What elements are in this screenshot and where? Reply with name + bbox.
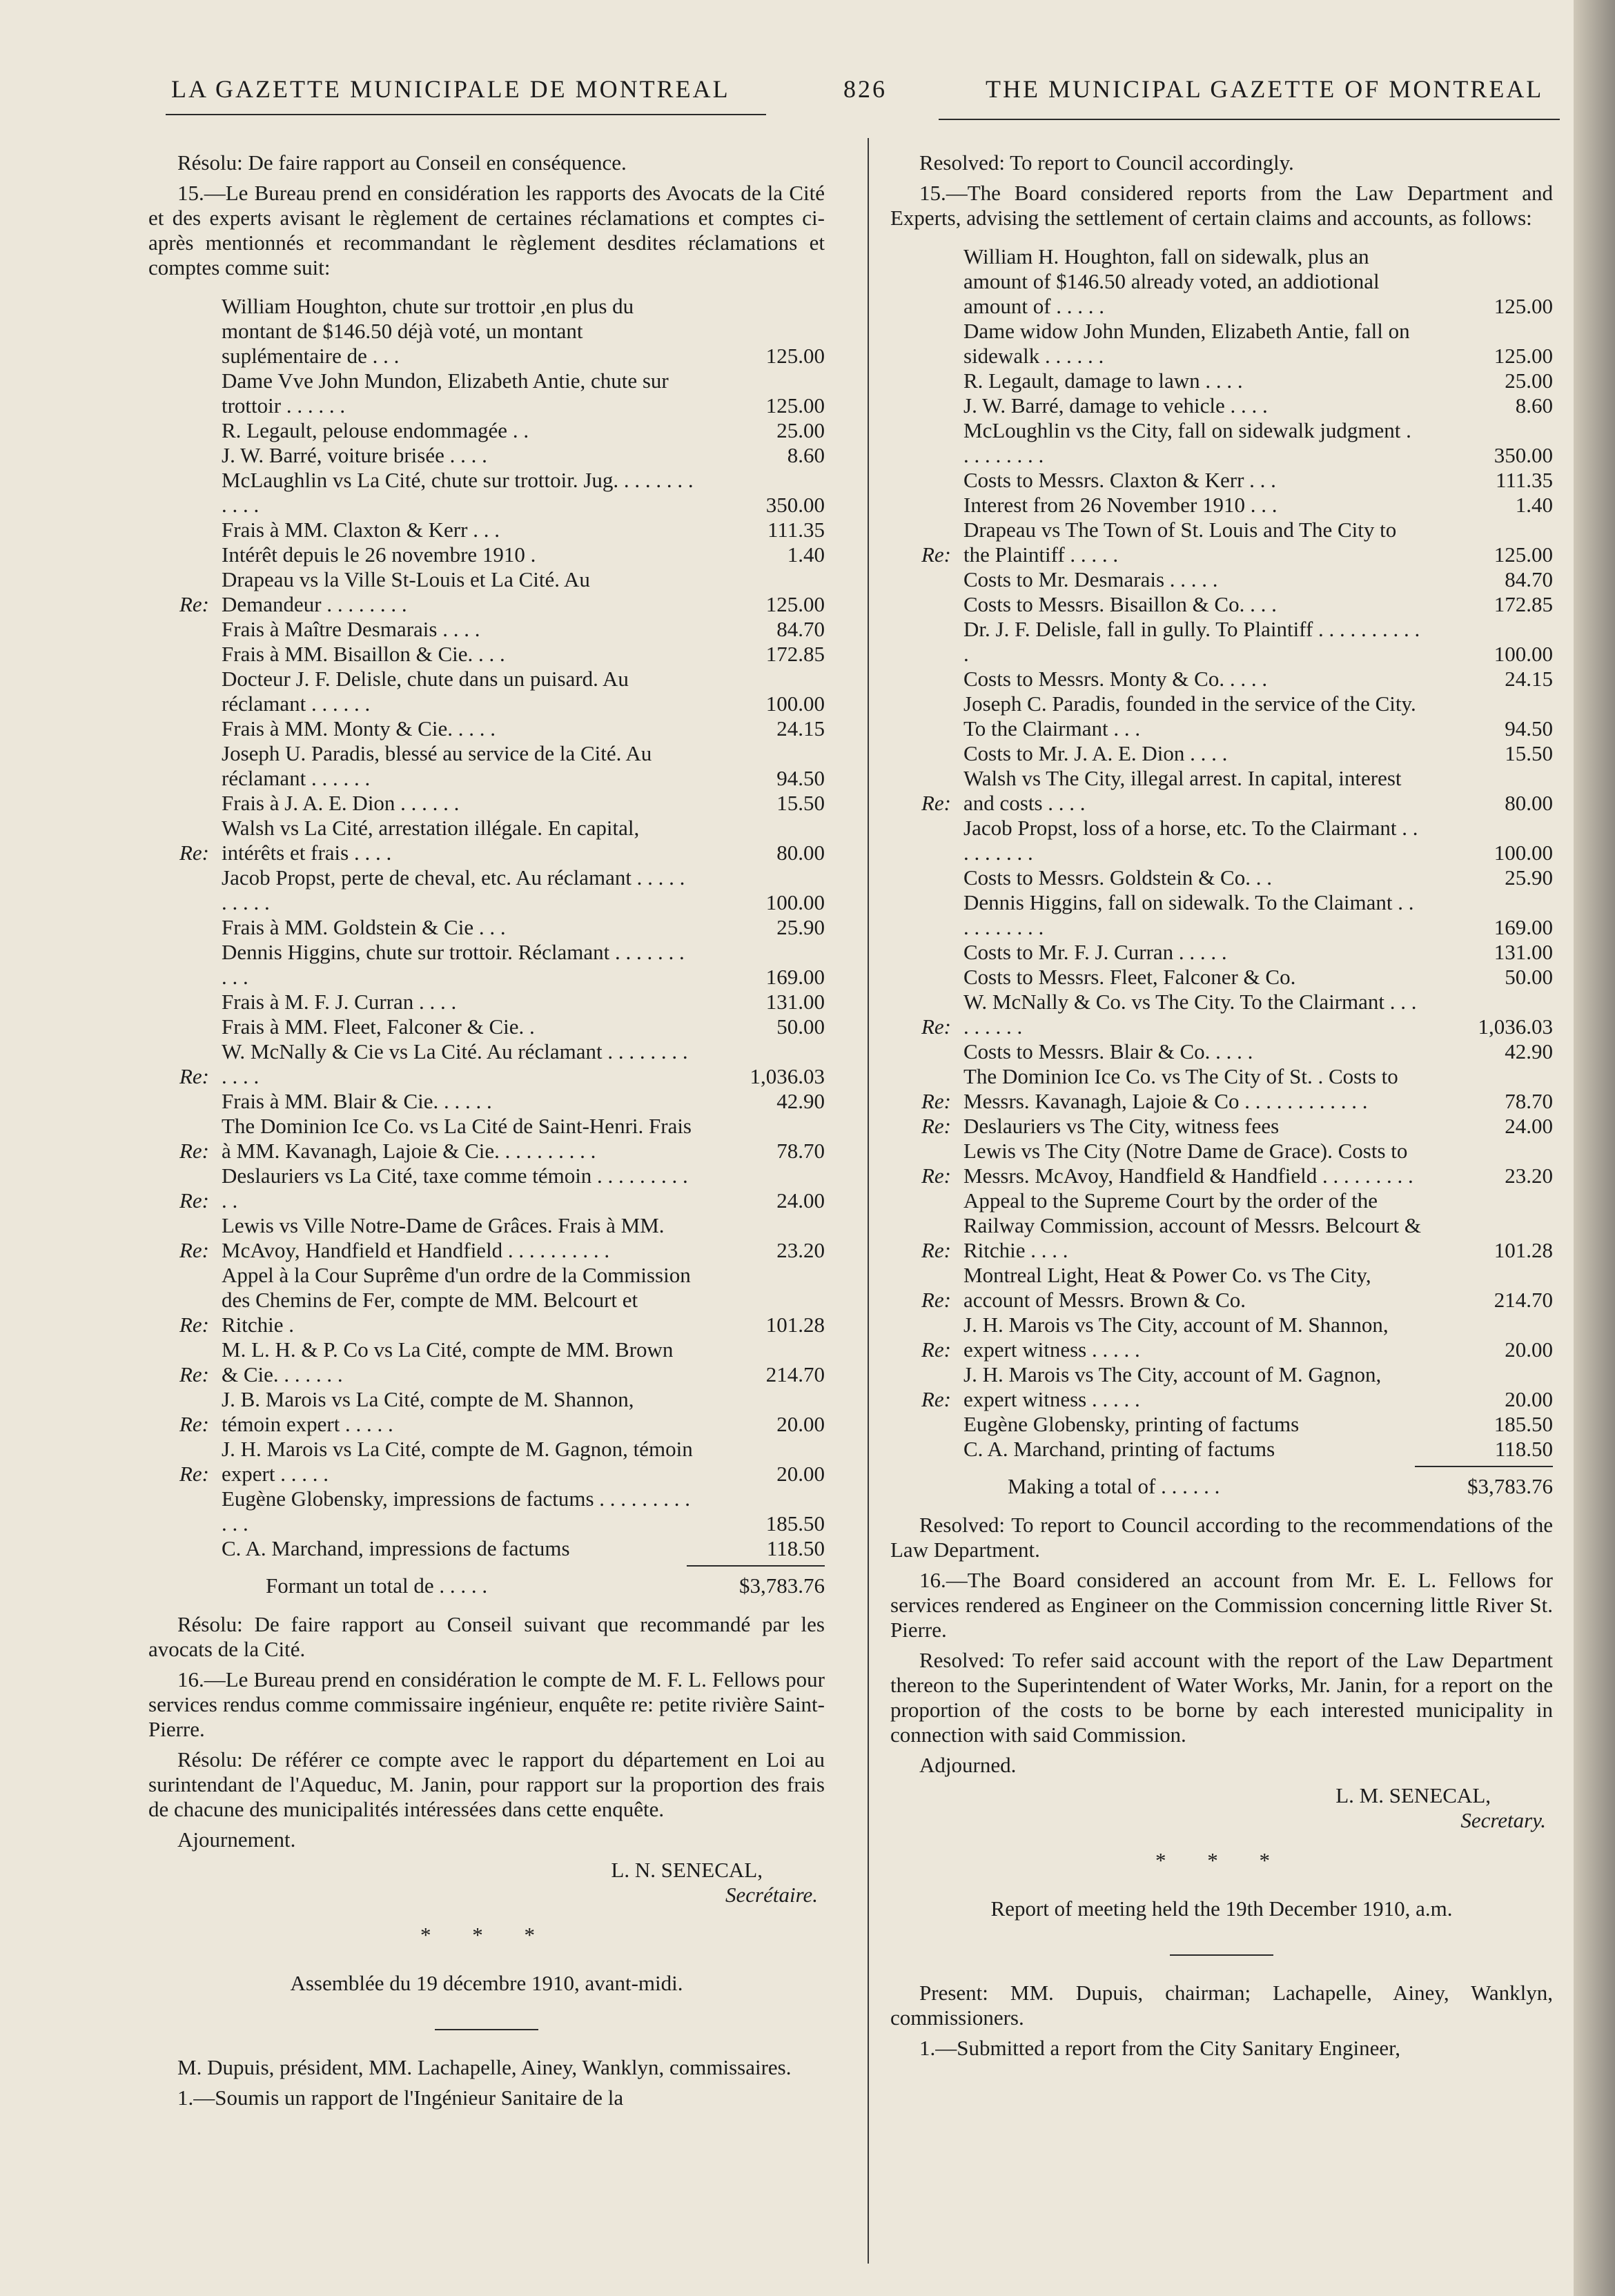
claim-amount: 23.20 bbox=[1505, 1164, 1553, 1188]
claim-description: Docteur J. F. Delisle, chute dans un puisard. Au réclamant . . . . . . bbox=[222, 667, 629, 716]
claim-amount: 84.70 bbox=[1505, 567, 1553, 591]
claim-amount: 20.00 bbox=[1505, 1337, 1553, 1362]
claim-entry bbox=[148, 1263, 825, 1337]
header-rule-right bbox=[939, 119, 1560, 120]
claim-entry bbox=[890, 518, 1553, 567]
claim-amount: 42.90 bbox=[776, 1089, 825, 1113]
claim-description: McLoughlin vs the City, fall on sidewalk judgment . . . . . . . . . bbox=[963, 418, 1411, 467]
claim-description: Deslauriers vs The City, witness fees bbox=[963, 1114, 1280, 1138]
claim-re-label: Re: bbox=[921, 1014, 951, 1039]
fr-claims-list bbox=[148, 294, 825, 1561]
claim-description: Frais à MM. Goldstein & Cie . . . bbox=[222, 915, 506, 939]
english-column bbox=[890, 150, 1553, 2066]
claim-re-label: Re: bbox=[179, 592, 209, 616]
claim-entry bbox=[148, 1114, 825, 1164]
claim-entry bbox=[890, 567, 1553, 592]
claim-amount: 24.00 bbox=[1505, 1114, 1553, 1138]
claim-amount: 118.50 bbox=[1494, 1437, 1553, 1461]
fr-resolved-3: Résolu: De référer ce compte avec le rapport du département en Loi au surintendant de l'Aqueduc, M. Janin, pour rapport sur la proportion des frais de chacune des municipalités intéressées dans cette enquête. bbox=[148, 1747, 825, 1821]
claim-description: Lewis vs Ville Notre-Dame de Grâces. Frais à MM. McAvoy, Handfield et Handfield . . . . . . . . . . bbox=[222, 1213, 665, 1262]
claim-entry bbox=[890, 468, 1553, 493]
claim-entry bbox=[148, 1039, 825, 1089]
claim-amount: 100.00 bbox=[1494, 841, 1553, 865]
fr-item-1: 1.—Soumis un rapport de l'Ingénieur Sanitaire de la bbox=[177, 2086, 624, 2110]
claim-amount: 8.60 bbox=[1515, 393, 1553, 418]
claim-amount: 101.28 bbox=[1494, 1238, 1553, 1262]
claim-description: C. A. Marchand, impressions de factums bbox=[222, 1536, 570, 1560]
claim-entry bbox=[148, 915, 825, 940]
claim-amount: 94.50 bbox=[776, 766, 825, 790]
claim-entry bbox=[890, 1263, 1553, 1313]
claim-amount: 101.28 bbox=[765, 1313, 825, 1337]
claim-entry bbox=[148, 1014, 825, 1039]
claim-amount: 100.00 bbox=[765, 890, 825, 914]
claim-description: J. H. Marois vs La Cité, compte de M. Gagnon, témoin expert . . . . . bbox=[222, 1437, 693, 1486]
fr-total-label: Formant un total de . . . . . bbox=[266, 1573, 488, 1598]
header-rule-left bbox=[166, 114, 766, 115]
claim-entry bbox=[890, 1139, 1553, 1188]
claim-re-label: Re: bbox=[179, 1139, 209, 1163]
claim-entry bbox=[890, 965, 1553, 990]
fr-total-row bbox=[148, 1573, 825, 1598]
claim-re-label: Re: bbox=[921, 1238, 951, 1262]
claim-entry bbox=[148, 940, 825, 990]
claim-entry bbox=[148, 1486, 825, 1536]
claim-description: Eugène Globensky, printing of factums bbox=[963, 1412, 1300, 1436]
claim-description: Dennis Higgins, chute sur trottoir. Réclamant . . . . . . . . . . bbox=[222, 940, 685, 989]
claim-description: R. Legault, damage to lawn . . . . bbox=[963, 369, 1243, 393]
claim-re-label: Re: bbox=[179, 841, 209, 865]
claim-amount: 125.00 bbox=[1494, 344, 1553, 368]
page-number: 826 bbox=[843, 75, 887, 103]
claim-description: Dame Vve John Mundon, Elizabeth Antie, chute sur trottoir . . . . . . bbox=[222, 369, 669, 418]
header-right-title: THE MUNICIPAL GAZETTE OF MONTREAL bbox=[986, 75, 1544, 103]
claim-amount: 125.00 bbox=[1494, 294, 1553, 318]
fr-signature: L. N. SENECAL, bbox=[611, 1858, 763, 1882]
en-adjourned: Adjourned. bbox=[919, 1753, 1017, 1777]
claim-entry bbox=[890, 592, 1553, 617]
claim-entry bbox=[890, 369, 1553, 393]
claim-description: Montreal Light, Heat & Power Co. vs The City, account of Messrs. Brown & Co. bbox=[963, 1263, 1371, 1312]
claim-entry bbox=[148, 1536, 825, 1561]
claim-amount: 125.00 bbox=[1494, 542, 1553, 567]
claim-entry bbox=[148, 294, 825, 369]
claim-amount: 25.90 bbox=[1505, 865, 1553, 890]
claim-re-label: Re: bbox=[179, 1064, 209, 1088]
claim-amount: 185.50 bbox=[1494, 1412, 1553, 1436]
claim-re-label: Re: bbox=[179, 1238, 209, 1262]
claim-description: Intérêt depuis le 26 novembre 1910 . bbox=[222, 542, 536, 567]
claim-amount: 94.50 bbox=[1505, 716, 1553, 740]
claim-entry bbox=[148, 567, 825, 617]
en-claims-list bbox=[890, 244, 1553, 1462]
claim-entry bbox=[148, 418, 825, 443]
claim-amount: 25.90 bbox=[776, 915, 825, 939]
claim-entry bbox=[890, 691, 1553, 741]
claim-amount: 172.85 bbox=[765, 642, 825, 666]
claim-description: Frais à J. A. E. Dion . . . . . . bbox=[222, 791, 460, 815]
claim-amount: 1,036.03 bbox=[750, 1064, 825, 1088]
claim-description: J. W. Barré, voiture brisée . . . . bbox=[222, 443, 487, 467]
claim-re-label: Re: bbox=[921, 1114, 951, 1138]
claim-description: Lewis vs The City (Notre Dame de Grace). Costs to Messrs. McAvoy, Handfield & Handfield . . . . . . . . . bbox=[963, 1139, 1413, 1188]
claim-amount: 24.15 bbox=[1505, 667, 1553, 691]
claim-amount: 20.00 bbox=[776, 1462, 825, 1486]
claim-amount: 1,036.03 bbox=[1478, 1014, 1553, 1039]
claim-entry bbox=[148, 865, 825, 915]
en-total-rule bbox=[1415, 1466, 1553, 1467]
claim-amount: 131.00 bbox=[1494, 940, 1553, 964]
claim-description: Costs to Mr. F. J. Curran . . . . . bbox=[963, 940, 1227, 964]
french-column bbox=[148, 150, 825, 2116]
claim-amount: 20.00 bbox=[1505, 1387, 1553, 1411]
claim-description: Frais à MM. Bisaillon & Cie. . . . bbox=[222, 642, 505, 666]
claim-re-label: Re: bbox=[179, 1362, 209, 1386]
claim-amount: 8.60 bbox=[787, 443, 825, 467]
en-meeting-title: Report of meeting held the 19th December 1910, a.m. bbox=[990, 1896, 1453, 1921]
claim-amount: 125.00 bbox=[765, 393, 825, 418]
fr-signature-title: Secrétaire. bbox=[725, 1883, 818, 1907]
claim-description: Drapeau vs la Ville St-Louis et La Cité. Au Demandeur . . . . . . . . bbox=[222, 567, 590, 616]
fr-short-rule bbox=[435, 2029, 538, 2030]
claim-entry bbox=[148, 617, 825, 642]
claim-entry bbox=[890, 940, 1553, 965]
claim-amount: 15.50 bbox=[1505, 741, 1553, 765]
claim-description: William H. Houghton, fall on sidewalk, plus an amount of $146.50 already voted, an addiotional amount of . . . . . bbox=[963, 244, 1380, 318]
fr-present: M. Dupuis, président, MM. Lachapelle, Ainey, Wanklyn, commissaires. bbox=[177, 2055, 792, 2079]
claim-re-label: Re: bbox=[921, 1089, 951, 1113]
en-item-1: 1.—Submitted a report from the City Sanitary Engineer, bbox=[919, 2036, 1400, 2060]
claim-entry bbox=[148, 791, 825, 816]
claim-description: Costs to Messrs. Blair & Co. . . . . bbox=[963, 1039, 1253, 1063]
claim-description: Interest from 26 November 1910 . . . bbox=[963, 493, 1278, 517]
en-item-15: 15.—The Board considered reports from the Law Department and Experts, advising the settlement of certain claims and accounts, as follows: bbox=[890, 181, 1553, 230]
claim-re-label: Re: bbox=[921, 1288, 951, 1312]
en-total-label: Making a total of . . . . . . bbox=[1008, 1474, 1220, 1498]
claim-description: Costs to Mr. J. A. E. Dion . . . . bbox=[963, 741, 1228, 765]
claim-description: Frais à MM. Blair & Cie. . . . . . bbox=[222, 1089, 492, 1113]
fr-stars-divider: * * * bbox=[420, 1923, 553, 1947]
claim-entry bbox=[890, 244, 1553, 319]
claim-description: Jacob Propst, loss of a horse, etc. To the Clairmant . . . . . . . . . bbox=[963, 816, 1418, 865]
en-signature: L. M. SENECAL, bbox=[1335, 1783, 1491, 1807]
claim-entry bbox=[148, 1437, 825, 1486]
claim-description: Costs to Messrs. Claxton & Kerr . . . bbox=[963, 468, 1276, 492]
claim-entry bbox=[890, 1313, 1553, 1362]
claim-re-label: Re: bbox=[921, 1337, 951, 1362]
claim-description: C. A. Marchand, printing of factums bbox=[963, 1437, 1275, 1461]
claim-entry bbox=[148, 518, 825, 542]
en-total-row bbox=[890, 1474, 1553, 1499]
en-signature-title: Secretary. bbox=[1460, 1808, 1546, 1832]
claim-entry bbox=[890, 1437, 1553, 1462]
claim-entry bbox=[890, 617, 1553, 667]
claim-entry bbox=[148, 1164, 825, 1213]
claim-amount: 131.00 bbox=[765, 990, 825, 1014]
claim-amount: 20.00 bbox=[776, 1412, 825, 1436]
claim-amount: 78.70 bbox=[1505, 1089, 1553, 1113]
claim-amount: 25.00 bbox=[1505, 369, 1553, 393]
claim-re-label: Re: bbox=[179, 1313, 209, 1337]
claim-amount: 24.15 bbox=[776, 716, 825, 740]
claim-description: The Dominion Ice Co. vs La Cité de Saint-Henri. Frais à MM. Kavanagh, Lajoie & Cie. . . . . . . . . . bbox=[222, 1114, 692, 1163]
fr-item-15: 15.—Le Bureau prend en considération les rapports des Avocats de la Cité et des experts avisant le règlement de certaines réclamations et comptes ci-après mentionnés et recommandant le règlement desdites réclamations et comptes comme suit: bbox=[148, 181, 825, 279]
claim-description: Deslauriers vs La Cité, taxe comme témoin . . . . . . . . . . . bbox=[222, 1164, 688, 1213]
claim-description: Walsh vs La Cité, arrestation illégale. En capital, intérêts et frais . . . . bbox=[222, 816, 640, 865]
en-total-amount: $3,783.76 bbox=[1467, 1474, 1553, 1498]
claim-amount: 169.00 bbox=[1494, 915, 1553, 939]
claim-description: J. H. Marois vs The City, account of M. Gagnon, expert witness . . . . . bbox=[963, 1362, 1382, 1411]
claim-description: Frais à M. F. J. Curran . . . . bbox=[222, 990, 457, 1014]
en-stars-divider: * * * bbox=[1155, 1848, 1288, 1872]
claim-entry bbox=[148, 1213, 825, 1263]
claim-re-label: Re: bbox=[179, 1462, 209, 1486]
claim-entry bbox=[148, 667, 825, 716]
claim-re-label: Re: bbox=[921, 542, 951, 567]
fr-resolved-1: Résolu: De faire rapport au Conseil en conséquence. bbox=[177, 150, 627, 175]
claim-description: Dame widow John Munden, Elizabeth Antie, fall on sidewalk . . . . . . bbox=[963, 319, 1410, 368]
claim-description: Costs to Messrs. Goldstein & Co. . . bbox=[963, 865, 1272, 890]
claim-entry bbox=[148, 369, 825, 418]
claim-entry bbox=[890, 418, 1553, 468]
fr-item-16: 16.—Le Bureau prend en considération le compte de M. F. L. Fellows pour services rendus comme commissaire ingénieur, enquête re: petite rivière Saint-Pierre. bbox=[148, 1667, 825, 1741]
claim-amount: 1.40 bbox=[787, 542, 825, 567]
header-left-title: LA GAZETTE MUNICIPALE DE MONTREAL bbox=[171, 75, 730, 103]
claim-entry bbox=[890, 766, 1553, 816]
claim-re-label: Re: bbox=[921, 791, 951, 815]
claim-amount: 185.50 bbox=[765, 1511, 825, 1535]
claim-description: The Dominion Ice Co. vs The City of St. . Costs to Messrs. Kavanagh, Lajoie & Co . . . . . . . . . . . . bbox=[963, 1064, 1398, 1113]
claim-description: Walsh vs The City, illegal arrest. In capital, interest and costs . . . . bbox=[963, 766, 1402, 815]
claim-re-label: Re: bbox=[179, 1188, 209, 1213]
claim-entry bbox=[890, 865, 1553, 890]
claim-amount: 78.70 bbox=[776, 1139, 825, 1163]
page-binding-edge bbox=[1574, 0, 1615, 2296]
en-short-rule bbox=[1170, 1954, 1273, 1956]
claim-description: Costs to Messrs. Bisaillon & Co. . . . bbox=[963, 592, 1277, 616]
claim-entry bbox=[148, 1387, 825, 1437]
claim-amount: 100.00 bbox=[765, 691, 825, 716]
claim-entry bbox=[890, 816, 1553, 865]
claim-description: Eugène Globensky, impressions de factums . . . . . . . . . . . . bbox=[222, 1486, 691, 1535]
claim-amount: 25.00 bbox=[776, 418, 825, 442]
claim-entry bbox=[890, 890, 1553, 940]
claim-entry bbox=[148, 542, 825, 567]
claim-entry bbox=[890, 1114, 1553, 1139]
claim-description: J. B. Marois vs La Cité, compte de M. Shannon, témoin expert . . . . . bbox=[222, 1387, 634, 1436]
claim-amount: 1.40 bbox=[1515, 493, 1553, 517]
claim-description: J. W. Barré, damage to vehicle . . . . bbox=[963, 393, 1268, 418]
claim-amount: 350.00 bbox=[765, 493, 825, 517]
claim-entry bbox=[148, 716, 825, 741]
claim-entry bbox=[148, 1089, 825, 1114]
claim-entry bbox=[890, 393, 1553, 418]
fr-total-rule bbox=[687, 1565, 825, 1567]
claim-description: Frais à MM. Claxton & Kerr . . . bbox=[222, 518, 500, 542]
claim-description: Appeal to the Supreme Court by the order of the Railway Commission, account of Messrs. Belcourt & Ritchie . . . . bbox=[963, 1188, 1421, 1262]
claim-description: W. McNally & Co. vs The City. To the Clairmant . . . . . . . . . bbox=[963, 990, 1417, 1039]
claim-entry bbox=[890, 990, 1553, 1039]
claim-amount: 84.70 bbox=[776, 617, 825, 641]
claim-description: Drapeau vs The Town of St. Louis and The City to the Plaintiff . . . . . bbox=[963, 518, 1397, 567]
claim-entry bbox=[148, 990, 825, 1014]
claim-amount: 118.50 bbox=[766, 1536, 825, 1560]
claim-entry bbox=[148, 1337, 825, 1387]
claim-description: Frais à MM. Monty & Cie. . . . . bbox=[222, 716, 496, 740]
claim-amount: 214.70 bbox=[1494, 1288, 1553, 1312]
claim-description: Joseph C. Paradis, founded in the service of the City. To the Clairmant . . . bbox=[963, 691, 1416, 740]
claim-description: Costs to Messrs. Fleet, Falconer & Co. bbox=[963, 965, 1296, 989]
claim-entry bbox=[148, 816, 825, 865]
fr-total-amount: $3,783.76 bbox=[739, 1573, 825, 1598]
claim-re-label: Re: bbox=[921, 1164, 951, 1188]
claim-entry bbox=[890, 1039, 1553, 1064]
claim-entry bbox=[148, 468, 825, 518]
claim-amount: 350.00 bbox=[1494, 443, 1553, 467]
claim-entry bbox=[148, 443, 825, 468]
claim-description: William Houghton, chute sur trottoir ,en plus du montant de $146.50 déjà voté, un montant suplémentaire de . . . bbox=[222, 294, 634, 368]
claim-entry bbox=[890, 1188, 1553, 1263]
fr-resolved-2: Résolu: De faire rapport au Conseil suivant que recommandé par les avocats de la Cité. bbox=[148, 1612, 825, 1661]
claim-entry bbox=[890, 1064, 1553, 1114]
claim-amount: 80.00 bbox=[776, 841, 825, 865]
claim-amount: 50.00 bbox=[776, 1014, 825, 1039]
claim-description: Appel à la Cour Suprême d'un ordre de la Commission des Chemins de Fer, compte de MM. Belcourt et Ritchie . bbox=[222, 1263, 691, 1337]
claim-amount: 100.00 bbox=[1494, 642, 1553, 666]
claim-description: W. McNally & Cie vs La Cité. Au réclamant . . . . . . . . . . . . bbox=[222, 1039, 688, 1088]
claim-description: Dr. J. F. Delisle, fall in gully. To Plaintiff . . . . . . . . . . . bbox=[963, 617, 1420, 666]
en-present: Present: MM. Dupuis, chairman; Lachapelle, Ainey, Wanklyn, commissioners. bbox=[890, 1981, 1553, 2030]
claim-re-label: Re: bbox=[921, 1387, 951, 1411]
claim-amount: 23.20 bbox=[776, 1238, 825, 1262]
claim-description: Joseph U. Paradis, blessé au service de la Cité. Au réclamant . . . . . . bbox=[222, 741, 652, 790]
en-resolved-3: Resolved: To refer said account with the report of the Law Department thereon to the Superintendent of Water Works, Mr. Janin, for a report on the proportion of the costs to be borne by each interested municipality in connection with said Commission. bbox=[890, 1648, 1553, 1747]
claim-amount: 15.50 bbox=[776, 791, 825, 815]
claim-amount: 42.90 bbox=[1505, 1039, 1553, 1063]
claim-description: R. Legault, pelouse endommagée . . bbox=[222, 418, 529, 442]
claim-entry bbox=[148, 642, 825, 667]
claim-amount: 125.00 bbox=[765, 592, 825, 616]
claim-amount: 80.00 bbox=[1505, 791, 1553, 815]
claim-entry bbox=[890, 667, 1553, 691]
claim-description: Costs to Messrs. Monty & Co. . . . . bbox=[963, 667, 1268, 691]
claim-description: Frais à MM. Fleet, Falconer & Cie. . bbox=[222, 1014, 535, 1039]
claim-description: Costs to Mr. Desmarais . . . . . bbox=[963, 567, 1218, 591]
claim-amount: 214.70 bbox=[765, 1362, 825, 1386]
claim-entry bbox=[890, 319, 1553, 369]
claim-description: Jacob Propst, perte de cheval, etc. Au réclamant . . . . . . . . . . bbox=[222, 865, 685, 914]
claim-amount: 172.85 bbox=[1494, 592, 1553, 616]
claim-amount: 169.00 bbox=[765, 965, 825, 989]
fr-meeting-title: Assemblée du 19 décembre 1910, avant-midi. bbox=[290, 1971, 683, 1995]
fr-adjourned: Ajournement. bbox=[177, 1827, 296, 1852]
claim-amount: 125.00 bbox=[765, 344, 825, 368]
claim-re-label: Re: bbox=[179, 1412, 209, 1436]
claim-entry bbox=[890, 493, 1553, 518]
claim-description: McLaughlin vs La Cité, chute sur trottoir. Jug. . . . . . . . . . . . bbox=[222, 468, 694, 517]
claim-amount: 24.00 bbox=[776, 1188, 825, 1213]
claim-entry bbox=[890, 741, 1553, 766]
claim-description: Dennis Higgins, fall on sidewalk. To the Claimant . . . . . . . . . . bbox=[963, 890, 1414, 939]
claim-entry bbox=[890, 1362, 1553, 1412]
claim-entry bbox=[148, 741, 825, 791]
claim-amount: 111.35 bbox=[767, 518, 825, 542]
claim-amount: 111.35 bbox=[1496, 468, 1553, 492]
claim-amount: 50.00 bbox=[1505, 965, 1553, 989]
claim-description: J. H. Marois vs The City, account of M. Shannon, expert witness . . . . . bbox=[963, 1313, 1389, 1362]
en-resolved-1: Resolved: To report to Council accordingly. bbox=[919, 150, 1294, 175]
column-divider bbox=[868, 138, 869, 2264]
claim-description: M. L. H. & P. Co vs La Cité, compte de MM. Brown & Cie. . . . . . . bbox=[222, 1337, 674, 1386]
claim-entry bbox=[890, 1412, 1553, 1437]
claim-description: Frais à Maître Desmarais . . . . bbox=[222, 617, 480, 641]
en-resolved-2: Resolved: To report to Council according to the recommendations of the Law Department. bbox=[890, 1513, 1553, 1562]
en-item-16: 16.—The Board considered an account from Mr. E. L. Fellows for services rendered as Engineer on the Commission concerning little River St. Pierre. bbox=[890, 1568, 1553, 1642]
